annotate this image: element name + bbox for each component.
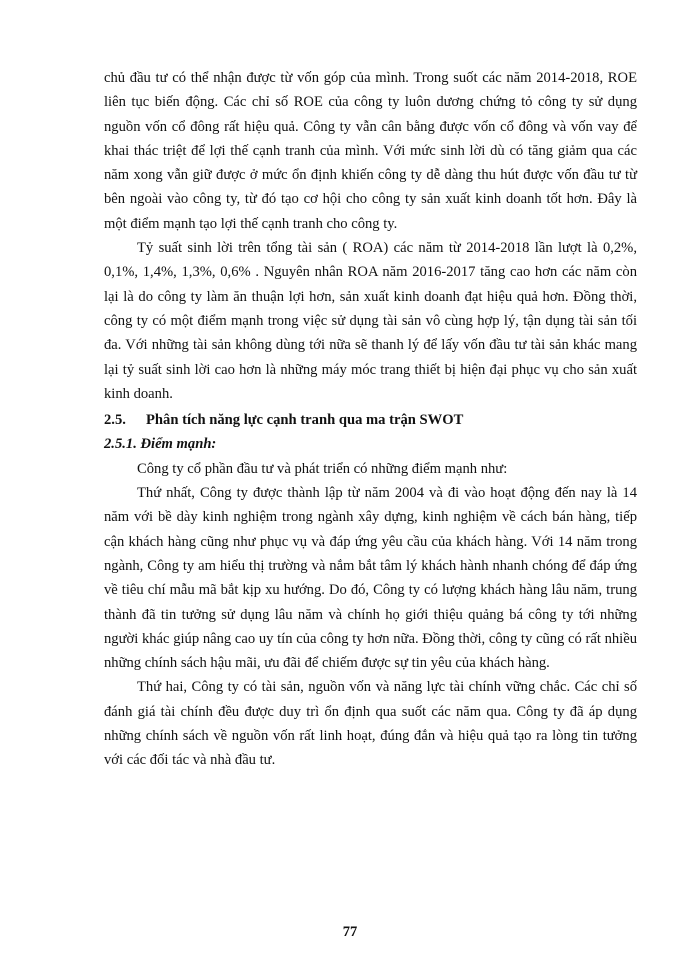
section-heading <box>104 408 637 432</box>
subsection-heading: 2.5.1. Điểm mạnh: <box>104 436 217 453</box>
body-paragraph: Tỷ suất sinh lời trên tổng tài sản ( ROA) các năm từ 2014-2018 lần lượt là 0,2%, 0,1%, 1,4%, 1,3%, 0,6% . Nguyên nhân ROA năm 2016-2017 tăng cao hơn các năm còn lại là do công ty làm ăn thuận lợi hơn, sản xuất kinh doanh đạt hiệu quả hơn. Đồng thời, công ty có một điểm mạnh trong việc sử dụng tài sản vô cùng hợp lý, tận dụng tài sản tối đa. Với những tài sản không dùng tới nữa sẽ thanh lý để lấy vốn đầu tư tài sản khác mang lại tỷ suất sinh lời cao hơn là những máy móc trang thiết bị hiện đại phục vụ cho sản xuất kinh doanh. <box>104 240 637 402</box>
page-number: 77 <box>342 924 358 940</box>
body-paragraph: Thứ hai, Công ty có tài sản, nguồn vốn và năng lực tài chính vững chắc. Các chỉ số đánh giá tài chính đều được duy trì ổn định qua suốt các năm qua. Công ty đã áp dụng những chính sách về nguồn vốn rất linh hoạt, đúng đắn và hiệu quả tạo ra lòng tin tưởng với các đối tác và nhà đầu tư. <box>104 679 637 769</box>
section-title: Phân tích năng lực cạnh tranh qua ma trận SWOT <box>146 412 464 429</box>
section-number: 2.5. <box>104 412 126 429</box>
body-paragraph: Thứ nhất, Công ty được thành lập từ năm 2004 và đi vào hoạt động đến nay là 14 năm với bề dày kinh nghiệm trong ngành xây dựng, kinh nghiệm về cách bán hàng, tiếp cận khách hàng cũng như phục vụ và đáp ứng yêu cầu của khách hàng. Với 14 năm trong ngành, Công ty am hiểu thị trường và nắm bắt tâm lý khách hành nhanh chóng để đáp ứng về tiêu chí mẫu mã bắt kịp xu hướng. Do đó, Công ty có lượng khách hàng lâu năm, trung thành đã tin tưởng sử dụng lâu năm và chính họ giới thiệu quảng bá công ty tới những người khác giúp nâng cao uy tín của công ty hơn nữa. Đồng thời, công ty cũng có rất nhiều những chính sách hậu mãi, ưu đãi để chiếm được sự tin yêu của khách hàng. <box>104 485 637 672</box>
body-paragraph: Công ty cổ phần đầu tư và phát triển có những điểm mạnh như: <box>137 460 508 477</box>
body-paragraph: chủ đầu tư có thể nhận được từ vốn góp của mình. Trong suốt các năm 2014-2018, ROE liên tục biến động. Các chỉ số ROE của công ty luôn dương chứng tỏ công ty sử dụng nguồn vốn cổ đông rất hiệu quả. Công ty vẫn cân bằng được vốn cổ đông và vốn vay để khai thác triệt để lợi thế cạnh tranh của mình. Với mức sinh lời dù có tăng giảm qua các năm xong vẫn giữ được ở mức ổn định khiến công ty dễ dàng thu hút được vốn đầu tư từ bên ngoài vào công ty, từ đó tạo cơ hội cho công ty sản xuất kinh doanh tốt hơn. Đây là một điểm mạnh tạo lợi thế cạnh tranh cho công ty. <box>104 70 637 232</box>
page-body <box>104 66 637 773</box>
